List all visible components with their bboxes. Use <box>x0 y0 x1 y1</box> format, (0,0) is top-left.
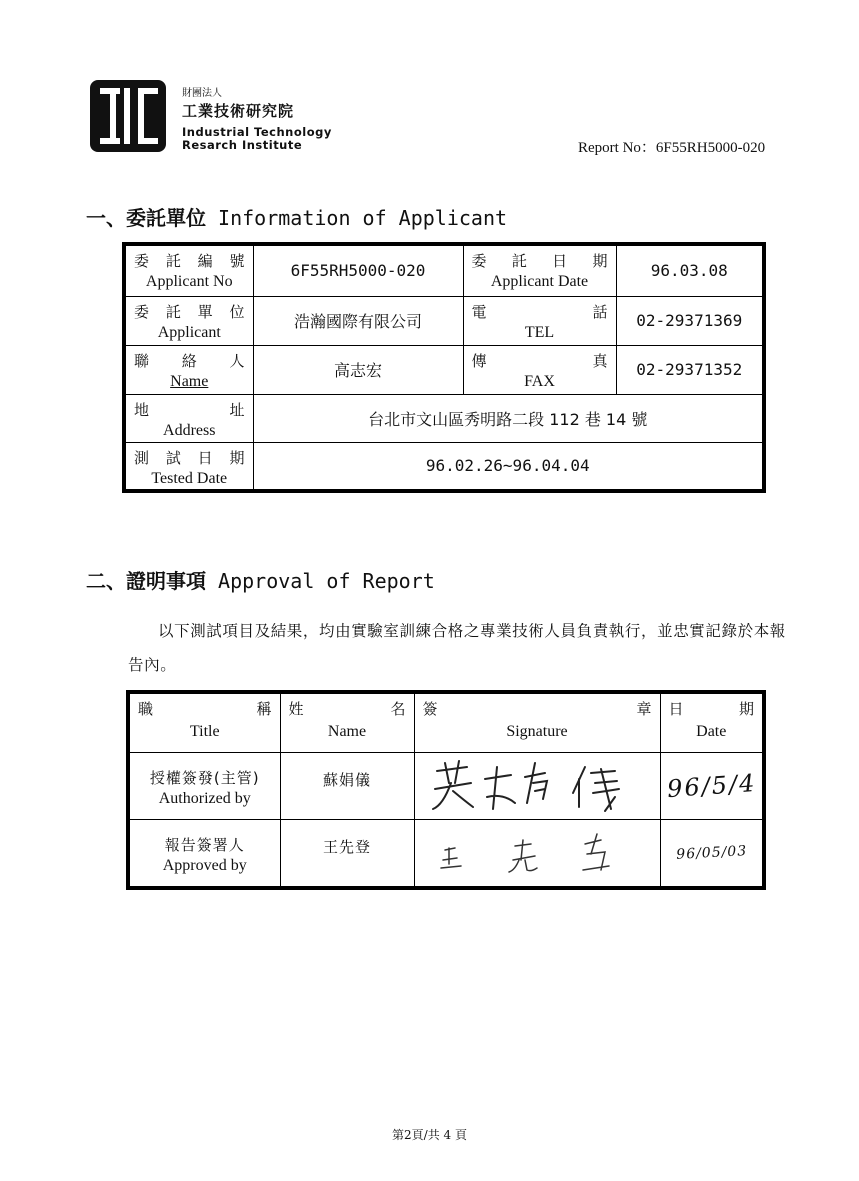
signature-authorized-mark <box>415 753 655 815</box>
section1-title <box>86 202 507 231</box>
itri-logo-icon <box>90 80 166 152</box>
value-fax: 02-29371352 <box>616 345 764 394</box>
value-applicant-date: 96.03.08 <box>616 244 764 296</box>
label-name: 聯 絡 人 Name <box>124 345 253 394</box>
report-number: Report No：6F55RH5000-020 <box>578 140 766 156</box>
signature-approved-mark <box>415 820 655 882</box>
label-applicant: 委 託 單 位 Applicant <box>124 296 253 345</box>
section1-title-en: Information of Applicant <box>206 206 508 230</box>
value-name: 高志宏 <box>253 345 463 394</box>
header-title: 職 稱 Title <box>128 692 280 752</box>
row-approved-name: 王先登 <box>280 819 414 888</box>
date-authorized: 96/5/4 <box>660 752 764 819</box>
label-tested-date: 測 試 日 期 Tested Date <box>124 442 253 491</box>
value-applicant: 浩瀚國際有限公司 <box>253 296 463 345</box>
org-name-zh: 工業技術研究院 <box>182 102 295 120</box>
header-name: 姓 名 Name <box>280 692 414 752</box>
value-tested-date: 96.02.26~96.04.04 <box>253 442 764 491</box>
row-authorized-name: 蘇娟儀 <box>280 752 414 819</box>
applicant-info-table <box>122 242 766 493</box>
label-tel: 電 話 TEL <box>463 296 616 345</box>
value-address: 台北市文山區秀明路二段 112 巷 14 號 <box>253 394 764 442</box>
header-date: 日 期 Date <box>660 692 764 752</box>
signature-approved <box>414 819 660 888</box>
value-applicant-no: 6F55RH5000-020 <box>253 244 463 296</box>
org-name-en-line2: Resarch Institute <box>182 138 303 152</box>
row-authorized-title: 授權簽發(主管) Authorized by <box>128 752 280 819</box>
label-applicant-date: 委 託 日 期 Applicant Date <box>463 244 616 296</box>
row-approved-title: 報告簽署人 Approved by <box>128 819 280 888</box>
label-address: 地 址 Address <box>124 394 253 442</box>
signature-authorized <box>414 752 660 819</box>
date-approved: 96/05/03 <box>660 819 764 888</box>
org-foundation-label: 財團法人 <box>182 88 222 99</box>
header-signature: 簽 章 Signature <box>414 692 660 752</box>
label-applicant-no: 委 託 編 號 Applicant No <box>124 244 253 296</box>
section2-title <box>86 565 435 594</box>
page-number: 第2頁/共 4 頁 <box>392 1128 467 1142</box>
approval-table <box>126 690 766 890</box>
org-name-en-line1: Industrial Technology <box>182 125 332 139</box>
value-tel: 02-29371369 <box>616 296 764 345</box>
label-fax: 傳 真 FAX <box>463 345 616 394</box>
approval-statement: 以下測試項目及結果，均由實驗室訓練合格之專業技術人員負責執行，並忠實記錄於本報告內。 <box>128 622 786 674</box>
section1-title-zh: 一、委託單位 <box>86 206 206 230</box>
org-name-en <box>182 126 332 152</box>
section2-title-zh: 二、證明事項 <box>86 569 206 593</box>
section2-title-en: Approval of Report <box>206 569 435 593</box>
